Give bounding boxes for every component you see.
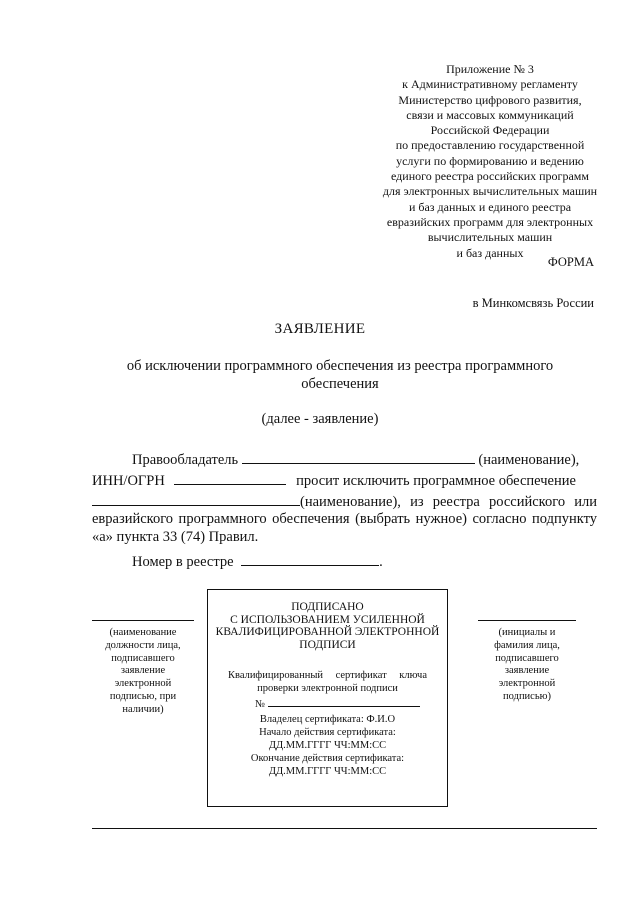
addressee: в Минкомсвязь России xyxy=(472,296,594,310)
certificate-text: Квалифицированный сертификат ключа проверки электронной подписи xyxy=(228,670,427,694)
signer-name-caption: (инициалы и фамилия лица, подписавшего заявление электронной подписью) xyxy=(478,620,576,704)
rightholder-name-field[interactable] xyxy=(242,449,475,464)
certificate-owner: Владелец сертификата: Ф.И.О xyxy=(259,714,396,725)
appendix-line: Министерство цифрового развития, xyxy=(398,92,582,107)
software-name-field[interactable] xyxy=(92,491,300,506)
position-caption: (наименование должности лица, подписавшего заявление электронной подписью, при наличии) xyxy=(92,620,194,717)
registry-label: Номер в реестре xyxy=(132,554,234,570)
inn-label: ИНН/ОГРН xyxy=(92,472,165,489)
appendix-line: услуги по формированию и ведению xyxy=(396,153,584,168)
appendix-line: связи и массовых коммуникаций xyxy=(406,107,574,122)
certificate-number-field[interactable] xyxy=(268,696,420,707)
registry-end: . xyxy=(379,554,383,570)
appendix-line: и баз данных и единого реестра xyxy=(408,199,572,214)
appendix-line: Приложение № 3 xyxy=(446,62,534,76)
certificate-end-value: ДД.ММ.ГГГГ ЧЧ:ММ:СС xyxy=(268,766,387,777)
appendix-header xyxy=(340,62,640,261)
application-body xyxy=(92,449,597,547)
stamp-heading xyxy=(208,601,447,651)
appendix-line: Российской Федерации xyxy=(430,123,550,138)
request-text: просит исключить программное обеспечение xyxy=(296,472,576,489)
stamp-heading-line: ПОДПИСИ xyxy=(299,638,356,651)
appendix-line: и баз данных xyxy=(456,245,524,260)
certificate-details xyxy=(208,713,447,778)
document-title: ЗАЯВЛЕНИЕ xyxy=(274,321,366,337)
registry-number-field[interactable] xyxy=(241,551,379,566)
subtitle-note: (далее - заявление) xyxy=(261,411,379,427)
appendix-line: евразийских программ для электронных xyxy=(386,214,594,229)
certificate-end-label: Окончание действия сертификата: xyxy=(250,753,405,764)
electronic-signature-stamp xyxy=(207,589,448,807)
rightholder-label: Правообладатель xyxy=(132,452,239,468)
appendix-line: вычислительных машин xyxy=(427,230,553,245)
stamp-heading-line: КВАЛИФИЦИРОВАННОЙ ЭЛЕКТРОННОЙ xyxy=(215,626,440,638)
certificate-start-value: ДД.ММ.ГГГГ ЧЧ:ММ:СС xyxy=(268,740,387,751)
stamp-heading-line: ПОДПИСАНО xyxy=(291,601,364,613)
certificate-number-label: № xyxy=(255,699,266,710)
name-note-2: (наименование), из реестра российского или евразийского программного обеспечения (выбрать нужное) согласно подпункту «а» пункта 33 (74) Правил. xyxy=(92,493,597,546)
name-note: (наименование), xyxy=(478,452,580,468)
registry-number-row xyxy=(132,551,383,571)
stamp-heading-line: С ИСПОЛЬЗОВАНИЕМ УСИЛЕННОЙ xyxy=(230,613,425,626)
inn-field[interactable] xyxy=(174,470,286,485)
document-subtitle: об исключении программного обеспечения из реестра программного обеспечения xyxy=(126,358,554,392)
bottom-divider xyxy=(92,828,597,829)
appendix-line: по предоставлению государственной xyxy=(395,138,585,153)
appendix-line: для электронных вычислительных машин xyxy=(382,184,598,199)
certificate-number-row xyxy=(208,696,447,711)
appendix-line: единого реестра российских программ xyxy=(391,169,589,184)
certificate-start-label: Начало действия сертификата: xyxy=(259,727,396,738)
form-label: ФОРМА xyxy=(547,255,594,269)
appendix-line: к Административному регламенту xyxy=(402,77,578,92)
